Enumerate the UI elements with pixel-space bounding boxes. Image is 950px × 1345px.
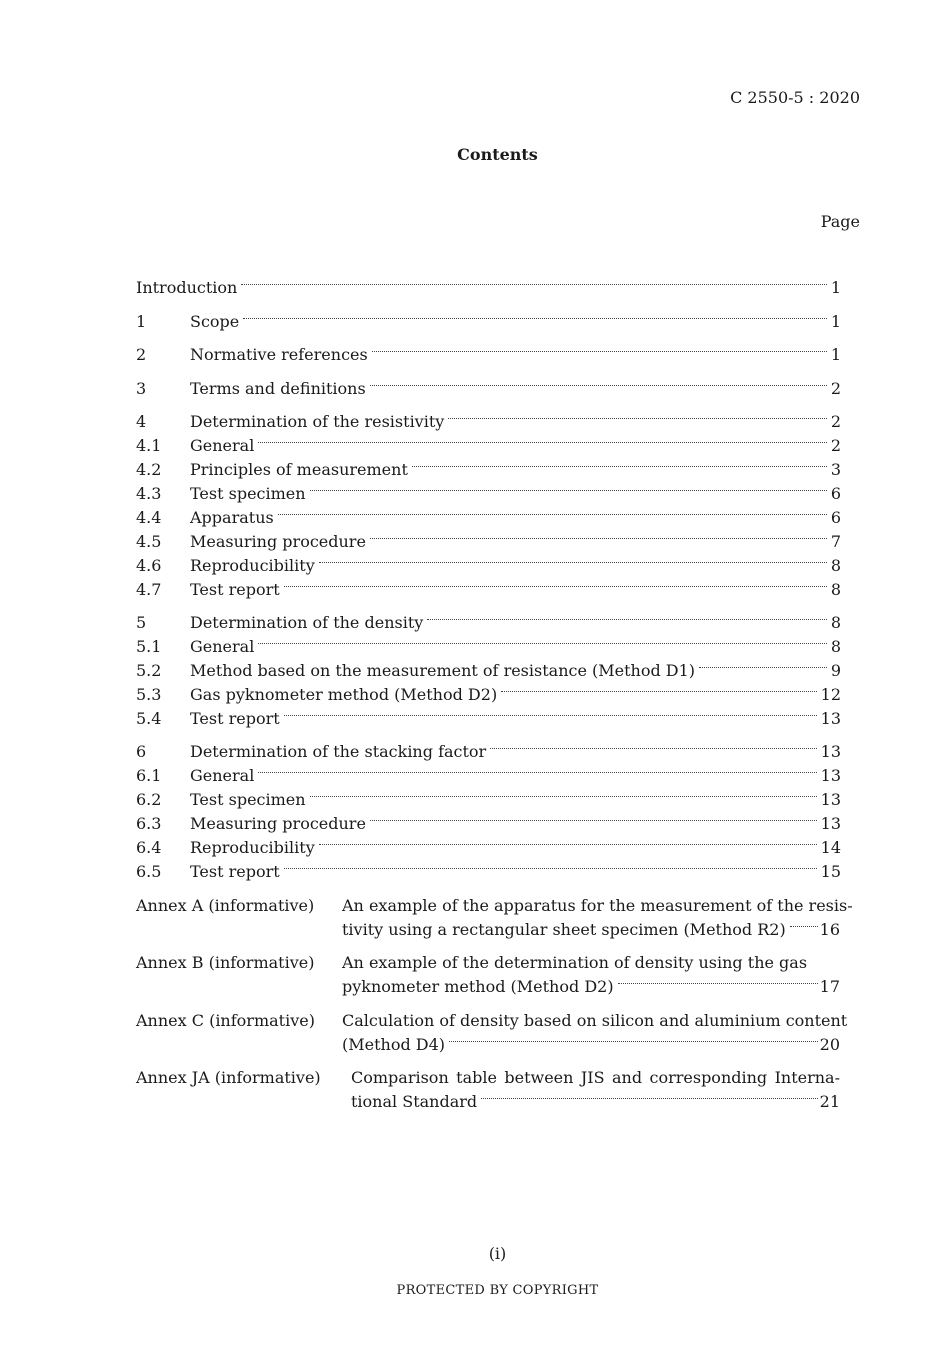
toc-entry[interactable]	[136, 611, 841, 635]
toc-entry[interactable]	[136, 458, 841, 482]
toc-title: Determination of the resistivity	[190, 412, 445, 431]
leader-dots	[310, 788, 817, 797]
leader-dots	[258, 434, 826, 443]
toc-number: 4.2	[136, 460, 162, 479]
toc-title: Principles of measurement	[190, 460, 408, 479]
annex-entry[interactable]	[136, 1066, 858, 1114]
toc-number: 3	[136, 379, 147, 398]
toc-title: Gas pyknometer method (Method D2)	[190, 685, 498, 704]
toc-number: 5.4	[136, 709, 162, 728]
leader-dots	[258, 764, 816, 773]
leader-dots	[618, 975, 818, 984]
toc-entry[interactable]	[136, 554, 841, 578]
toc-entry[interactable]	[136, 659, 841, 683]
toc-number: 6.1	[136, 766, 162, 785]
toc-number: 5	[136, 613, 147, 632]
leader-dots	[412, 458, 827, 467]
toc-number: 5.2	[136, 661, 162, 680]
toc-number: 6.3	[136, 814, 162, 833]
leader-dots	[370, 530, 827, 539]
leader-dots	[310, 482, 827, 491]
leader-dots	[258, 635, 826, 644]
toc-title: Test specimen	[190, 790, 306, 809]
annex-entry[interactable]	[136, 1009, 858, 1057]
toc-entry[interactable]	[136, 635, 841, 659]
leader-dots	[319, 554, 827, 563]
toc-entry[interactable]	[136, 530, 841, 554]
leader-dots	[284, 860, 817, 869]
toc-page: 14	[820, 838, 841, 857]
document-id: C 2550-5 : 2020	[730, 88, 860, 107]
leader-dots	[790, 918, 818, 927]
toc-entry[interactable]	[136, 377, 841, 401]
toc-entry[interactable]	[136, 506, 841, 530]
annex-page: 17	[819, 977, 840, 996]
toc-number: 6.2	[136, 790, 162, 809]
toc-title: Determination of the density	[190, 613, 424, 632]
toc-entry[interactable]	[136, 343, 841, 367]
annex-title-line1: Calculation of density based on silicon and aluminium content	[342, 1011, 848, 1030]
annex-label: Annex A (informative)	[136, 896, 315, 915]
toc-entry[interactable]	[136, 276, 841, 300]
toc-title: Test report	[190, 709, 280, 728]
toc-number: 4.4	[136, 508, 162, 527]
toc-entry[interactable]	[136, 410, 841, 434]
toc-title: General	[190, 766, 255, 785]
annex-label: Annex B (informative)	[136, 953, 315, 972]
leader-dots	[319, 836, 817, 845]
annex-title-line1: Comparison table between JIS and corresponding Interna-	[351, 1068, 840, 1087]
toc-title: Normative references	[190, 345, 368, 364]
toc-title: General	[190, 436, 255, 455]
toc-number: 6.4	[136, 838, 162, 857]
toc-number: 5.1	[136, 637, 162, 656]
annex-title-line1: An example of the determination of density using the gas	[342, 953, 808, 972]
toc-entry[interactable]	[136, 482, 841, 506]
toc-page: 6	[830, 508, 841, 527]
toc-entry[interactable]	[136, 707, 841, 731]
toc-page: 15	[820, 862, 841, 881]
toc-entry[interactable]	[136, 310, 841, 334]
toc-title: Test report	[190, 580, 280, 599]
annex-entry[interactable]	[136, 894, 858, 942]
toc-entry[interactable]	[136, 578, 841, 602]
toc-title: Measuring procedure	[190, 814, 366, 833]
toc-entry[interactable]	[136, 836, 841, 860]
toc-number: 6.5	[136, 862, 162, 881]
annex-page: 20	[819, 1035, 840, 1054]
toc-title: Apparatus	[190, 508, 274, 527]
toc-number: 4.1	[136, 436, 162, 455]
leader-dots	[370, 812, 817, 821]
toc-page: 13	[820, 742, 841, 761]
toc-page: 1	[830, 278, 841, 297]
copyright-notice: PROTECTED BY COPYRIGHT	[396, 1283, 599, 1298]
annex-page: 16	[819, 920, 840, 939]
toc-entry[interactable]	[136, 740, 841, 764]
leader-dots	[427, 611, 827, 620]
toc-page: 6	[830, 484, 841, 503]
toc-title: Method based on the measurement of resistance (Method D1)	[190, 661, 696, 680]
toc-page: 8	[830, 637, 841, 656]
toc-number: 4	[136, 412, 147, 431]
toc-entry[interactable]	[136, 764, 841, 788]
toc-page: 2	[830, 379, 841, 398]
toc-page: 9	[830, 661, 841, 680]
leader-dots	[448, 410, 827, 419]
toc-entry[interactable]	[136, 788, 841, 812]
toc-page: 1	[830, 312, 841, 331]
leader-dots	[278, 506, 827, 515]
annex-label: Annex C (informative)	[136, 1011, 315, 1030]
toc-number: 2	[136, 345, 147, 364]
leader-dots	[243, 310, 827, 319]
toc-title: Scope	[190, 312, 240, 331]
toc-number: 4.3	[136, 484, 162, 503]
toc-page: 1	[830, 345, 841, 364]
annex-title-line2: (Method D4)	[342, 1035, 446, 1054]
leader-dots	[490, 740, 816, 749]
annex-entry[interactable]	[136, 951, 858, 999]
toc-entry[interactable]	[136, 434, 841, 458]
toc-title: Determination of the stacking factor	[190, 742, 487, 761]
toc-title: Measuring procedure	[190, 532, 366, 551]
toc-title: General	[190, 637, 255, 656]
leader-dots	[370, 377, 827, 386]
annex-title-line2: pyknometer method (Method D2)	[342, 977, 614, 996]
toc-page: 13	[820, 814, 841, 833]
page-column-label: Page	[820, 212, 860, 231]
toc-number: 1	[136, 312, 147, 331]
toc-entry[interactable]	[136, 683, 841, 707]
leader-dots	[284, 578, 827, 587]
toc-number: 4.7	[136, 580, 162, 599]
toc-page: 8	[830, 556, 841, 575]
footer-page-number: (i)	[488, 1244, 507, 1263]
annex-title-line2: tivity using a rectangular sheet specimen (Method R2)	[342, 920, 786, 939]
toc-title: Test specimen	[190, 484, 306, 503]
toc-page: 13	[820, 766, 841, 785]
toc-entry[interactable]	[136, 860, 841, 884]
toc-number: 4.6	[136, 556, 162, 575]
toc-page: 8	[830, 580, 841, 599]
toc-number: 6	[136, 742, 147, 761]
toc-page: 2	[830, 436, 841, 455]
annex-label: Annex JA (informative)	[136, 1068, 321, 1087]
leader-dots	[449, 1033, 818, 1042]
annex-title-line2: tional Standard	[351, 1092, 478, 1111]
toc-page: 7	[830, 532, 841, 551]
toc-page: 13	[820, 790, 841, 809]
leader-dots	[241, 276, 826, 285]
leader-dots	[699, 659, 827, 668]
toc-title: Terms and definitions	[190, 379, 366, 398]
toc-page: 12	[820, 685, 841, 704]
toc-number: 4.5	[136, 532, 162, 551]
annex-page: 21	[819, 1092, 840, 1111]
toc-page: 13	[820, 709, 841, 728]
toc-page: 3	[830, 460, 841, 479]
toc-page: 2	[830, 412, 841, 431]
toc-number: 5.3	[136, 685, 162, 704]
annex-title-line1: An example of the apparatus for the measurement of the resis-	[342, 896, 853, 915]
leader-dots	[284, 707, 817, 716]
toc-title: Introduction	[136, 278, 238, 297]
toc-title: Test report	[190, 862, 280, 881]
toc-entry[interactable]	[136, 812, 841, 836]
leader-dots	[372, 343, 827, 352]
toc-title: Reproducibility	[190, 838, 315, 857]
toc-title: Reproducibility	[190, 556, 315, 575]
leader-dots	[501, 683, 816, 692]
leader-dots	[481, 1090, 818, 1099]
toc-page: 8	[830, 613, 841, 632]
page-title: Contents	[457, 145, 538, 164]
